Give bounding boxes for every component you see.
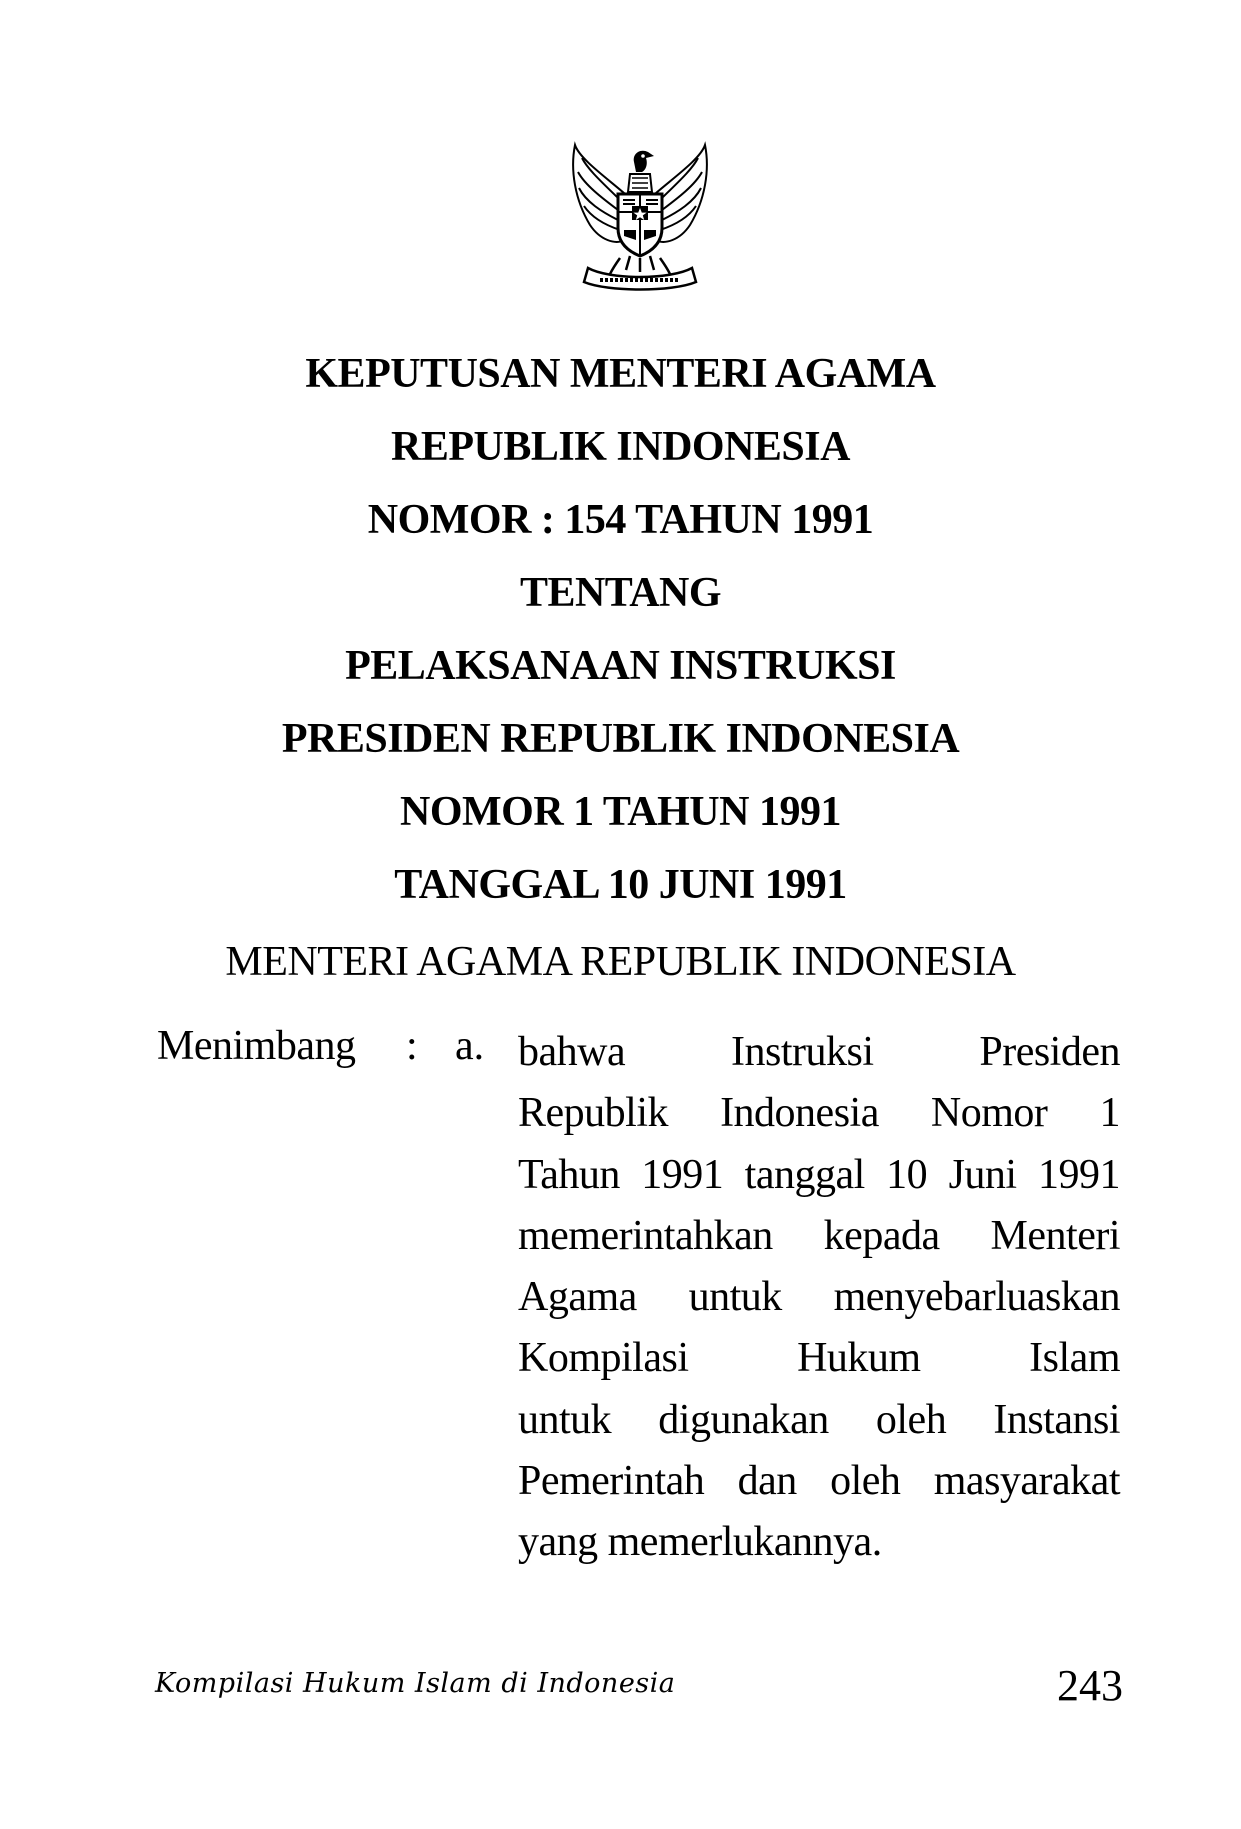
title-line: PELAKSANAAN INSTRUKSI bbox=[345, 643, 896, 689]
text-line: Tahun 1991 tanggal 10 Juni 1991 bbox=[518, 1151, 1120, 1198]
title-line: NOMOR : 154 TAHUN 1991 bbox=[367, 497, 874, 543]
footer-book-title: Kompilasi Hukum Islam di Indonesia bbox=[155, 1668, 676, 1699]
title-line: PRESIDEN REPUBLIK INDONESIA bbox=[281, 716, 960, 762]
considering-item-text bbox=[518, 1022, 1120, 1574]
page-number: 243 bbox=[1057, 1661, 1123, 1710]
text-line: Kompilasi Hukum Islam bbox=[518, 1335, 1120, 1382]
text-line: Pemerintah dan oleh masyarakat bbox=[518, 1458, 1120, 1505]
title-line: TANGGAL 10 JUNI 1991 bbox=[394, 862, 847, 908]
considering-label: Menimbang bbox=[157, 1023, 356, 1069]
text-line: yang memerlukannya. bbox=[518, 1519, 882, 1566]
title-line: TENTANG bbox=[519, 570, 722, 616]
text-line: Republik Indonesia Nomor 1 bbox=[518, 1090, 1120, 1137]
title-line: KEPUTUSAN MENTERI AGAMA bbox=[305, 351, 936, 397]
document-title-block bbox=[0, 338, 1241, 922]
considering-item-letter: a. bbox=[455, 1023, 485, 1069]
minister-heading: MENTERI AGAMA REPUBLIK INDONESIA bbox=[225, 939, 1016, 985]
text-line: Agama untuk menyebarluaskan bbox=[518, 1274, 1120, 1321]
text-line: bahwa Instruksi Presiden bbox=[518, 1029, 1120, 1075]
text-line: memerintahkan kepada Menteri bbox=[518, 1212, 1120, 1259]
title-line: NOMOR 1 TAHUN 1991 bbox=[400, 789, 841, 835]
garuda-emblem-icon bbox=[560, 140, 720, 300]
text-line: untuk digunakan oleh Instansi bbox=[518, 1396, 1120, 1443]
considering-colon: : bbox=[406, 1023, 418, 1069]
title-line: REPUBLIK INDONESIA bbox=[391, 424, 850, 470]
